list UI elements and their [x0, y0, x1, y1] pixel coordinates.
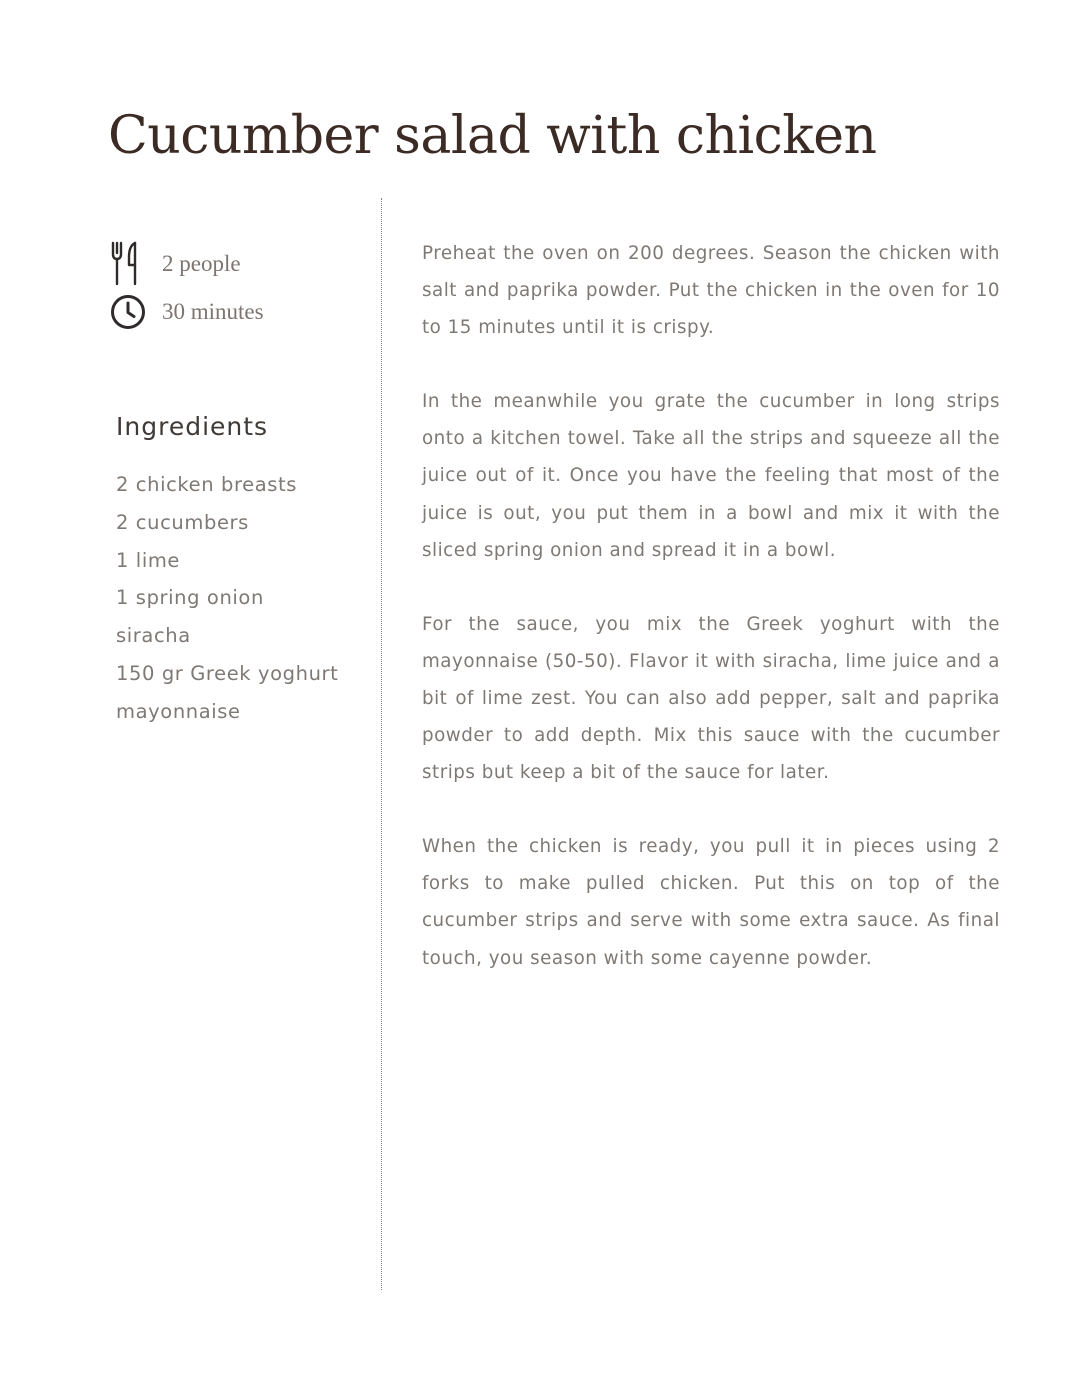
ingredient-list [116, 466, 366, 731]
servings-text: 2 people [162, 251, 241, 276]
ingredient-item: 2 chicken breasts [116, 473, 298, 496]
time-text: 30 minutes [162, 299, 264, 324]
ingredient-item: 1 spring onion [116, 586, 264, 610]
ingredient-item: mayonnaise [116, 699, 241, 723]
direction-paragraph: In the meanwhile you grate the cucumber in long strips onto a kitchen towel. Take all the strips and squeeze all the juice out of it. Once you have the feeling that most of the juice is out, you put them in a bowl and mix it with the sliced spring onion and spread it in a bowl. [422, 391, 1000, 561]
directions-section [422, 235, 1000, 1014]
ingredients-heading: Ingredients [116, 412, 269, 441]
fork-knife-icon [110, 245, 148, 283]
direction-paragraph: For the sauce, you mix the Greek yoghurt with the mayonnaise (50-50). Flavor it with siracha, lime juice and a bit of lime zest. You can also add pepper, salt and paprika powder to add depth. Mix this sauce with the cucumber strips but keep a bit of the sauce for later. [422, 613, 1000, 784]
ingredient-item: 150 gr Greek yoghurt [116, 661, 339, 685]
recipe-meta [110, 240, 264, 336]
servings-row [110, 240, 264, 288]
clock-icon [110, 293, 148, 331]
time-row [110, 288, 264, 336]
recipe-title: Cucumber salad with chicken [108, 106, 877, 166]
direction-paragraph: When the chicken is ready, you pull it in pieces using 2 forks to make pulled chicken. Put this on top of the cucumber strips and serve with some extra sauce. As final touch, you season with some cayenne powder. [422, 836, 1000, 969]
column-divider [381, 198, 382, 1290]
ingredient-item: 1 lime [116, 548, 181, 572]
ingredient-item: 2 cucumbers [116, 510, 249, 534]
ingredients-section [116, 408, 366, 731]
direction-paragraph: Preheat the oven on 200 degrees. Season the chicken with salt and paprika powder. Put the chicken in the oven for 10 to 15 minutes until it is crispy. [422, 243, 1000, 339]
ingredient-item: siracha [116, 624, 191, 648]
